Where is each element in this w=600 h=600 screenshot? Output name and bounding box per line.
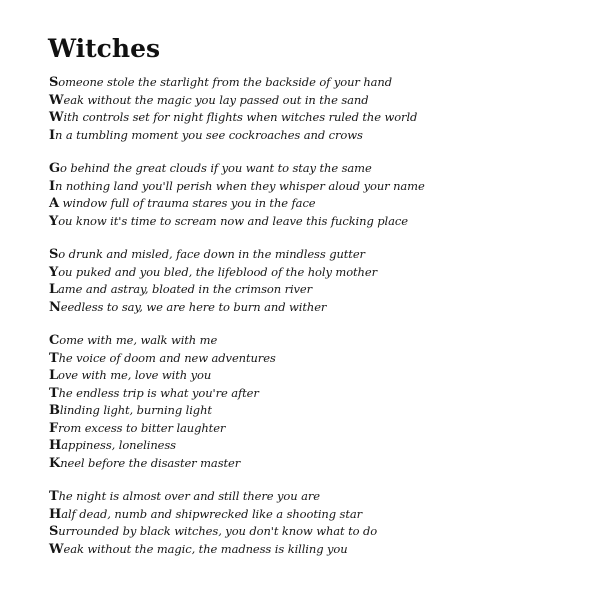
lyric-line: In a tumbling moment you see cockroaches and crows bbox=[49, 127, 363, 143]
lyric-line: Surrounded by black witches, you don't know what to do bbox=[49, 524, 378, 539]
lyric-line: Kneel before the disaster master bbox=[49, 455, 241, 471]
lyric-line: Weak without the magic, the madness is killing you bbox=[49, 541, 348, 557]
lyric-line: The voice of doom and new adventures bbox=[49, 350, 276, 366]
stanza-1 bbox=[49, 74, 569, 144]
stanza-5 bbox=[49, 488, 569, 558]
lyric-line: From excess to bitter laughter bbox=[49, 420, 226, 436]
lyric-line: You puked and you bled, the lifeblood of the holy mother bbox=[49, 264, 377, 280]
lyric-line: The night is almost over and still there you are bbox=[49, 489, 320, 504]
lyric-line: Go behind the great clouds if you want to stay the same bbox=[49, 161, 372, 176]
lyric-line: So drunk and misled, face down in the mindless gutter bbox=[49, 247, 365, 262]
lyric-line: A window full of trauma stares you in the face bbox=[49, 196, 316, 211]
lyric-line: Happiness, loneliness bbox=[49, 438, 176, 453]
lyric-line: Love with me, love with you bbox=[49, 368, 212, 383]
lyrics-body bbox=[49, 74, 569, 574]
lyric-line: Weak without the magic you lay passed out in the sand bbox=[49, 92, 369, 108]
stanza-2 bbox=[49, 160, 569, 230]
stanza-4 bbox=[49, 332, 569, 472]
lyric-line: Lame and astray, bloated in the crimson river bbox=[49, 282, 313, 297]
lyric-line: Half dead, numb and shipwrecked like a shooting star bbox=[49, 506, 363, 522]
lyric-line: Needless to say, we are here to burn and wither bbox=[49, 299, 327, 315]
lyric-line: You know it's time to scream now and leave this fucking place bbox=[49, 213, 408, 229]
lyric-line: Come with me, walk with me bbox=[49, 333, 218, 348]
song-title: Witches bbox=[48, 34, 161, 63]
lyric-line: In nothing land you'll perish when they whisper aloud your name bbox=[49, 178, 425, 194]
stanza-3 bbox=[49, 246, 569, 316]
lyric-line: The endless trip is what you're after bbox=[49, 385, 259, 401]
lyric-line: Blinding light, burning light bbox=[49, 403, 212, 418]
lyric-line: With controls set for night flights when witches ruled the world bbox=[49, 110, 418, 125]
lyric-line: Someone stole the starlight from the backside of your hand bbox=[49, 75, 392, 90]
